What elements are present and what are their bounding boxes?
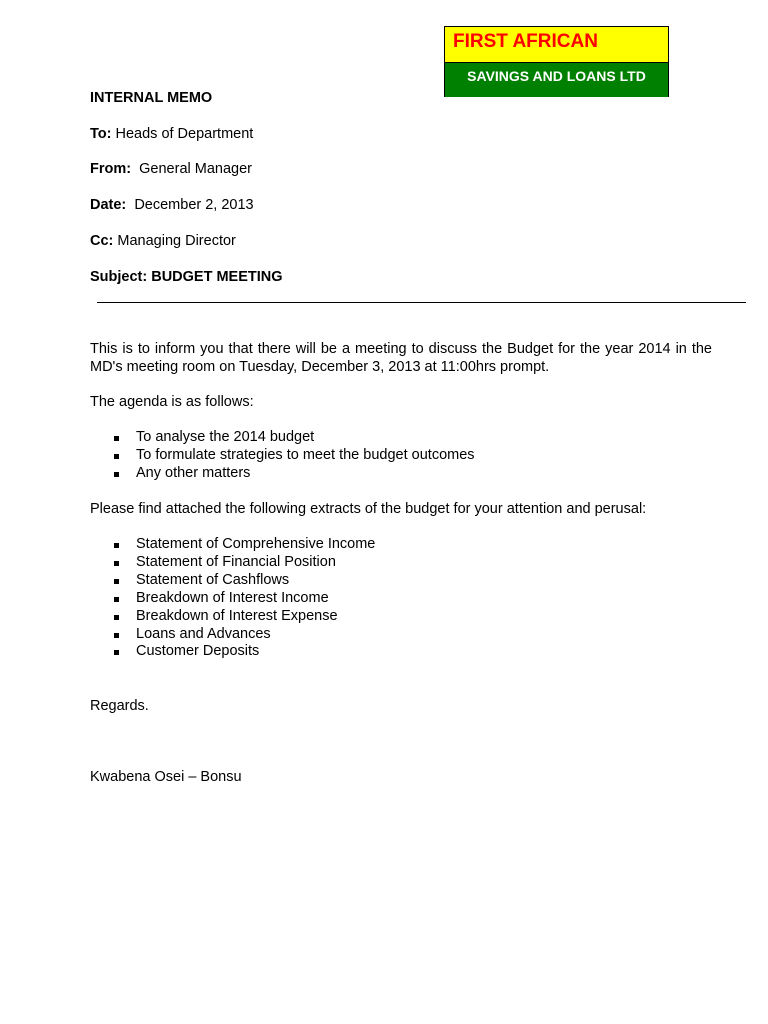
attachments-list <box>112 536 375 661</box>
list-item: Statement of Cashflows <box>112 572 375 590</box>
list-item: Any other matters <box>112 465 475 483</box>
date-label: Date: <box>90 197 127 213</box>
bullet-icon <box>114 615 119 620</box>
list-item: Statement of Financial Position <box>112 554 375 572</box>
intro-paragraph: This is to inform you that there will be a meeting to discuss the Budget for the year 2014 in the MD's meeting room on Tuesday, December 3, 2013 at 11:00hrs prompt. <box>90 341 712 375</box>
subject-line <box>90 268 283 286</box>
cc-value: Managing Director <box>113 233 236 249</box>
list-item: To analyse the 2014 budget <box>112 429 475 447</box>
list-item: Customer Deposits <box>112 643 375 661</box>
cc-label: Cc: <box>90 233 114 249</box>
bullet-icon <box>114 561 119 566</box>
logo-company-name: FIRST AFRICAN <box>445 27 668 63</box>
from-label: From: <box>90 161 132 177</box>
bullet-icon <box>114 650 119 655</box>
agenda-intro: The agenda is as follows: <box>90 394 254 410</box>
to-value: Heads of Department <box>111 126 254 142</box>
logo-company-subtitle: SAVINGS AND LOANS LTD <box>445 63 668 97</box>
list-item: Loans and Advances <box>112 626 375 644</box>
bullet-icon <box>114 472 119 477</box>
attachments-intro: Please find attached the following extracts of the budget for your attention and perusal: <box>90 501 647 517</box>
agenda-list <box>112 429 475 483</box>
bullet-icon <box>114 454 119 459</box>
regards: Regards. <box>90 698 149 714</box>
memo-heading: INTERNAL MEMO <box>90 90 213 106</box>
list-item: Breakdown of Interest Income <box>112 590 375 608</box>
to-label: To: <box>90 126 112 142</box>
list-item: To formulate strategies to meet the budget outcomes <box>112 447 475 465</box>
date-value: December 2, 2013 <box>126 197 254 213</box>
bullet-icon <box>114 633 119 638</box>
bullet-icon <box>114 597 119 602</box>
company-logo <box>444 26 669 97</box>
subject-value: BUDGET MEETING <box>147 269 283 285</box>
subject-label: Subject: <box>90 269 148 285</box>
date-line <box>90 196 254 214</box>
bullet-icon <box>114 436 119 441</box>
signature-name: Kwabena Osei – Bonsu <box>90 769 242 785</box>
from-line <box>90 160 252 178</box>
to-line <box>90 125 253 143</box>
from-value: General Manager <box>131 161 252 177</box>
cc-line <box>90 232 236 250</box>
list-item: Statement of Comprehensive Income <box>112 536 375 554</box>
bullet-icon <box>114 543 119 548</box>
header-divider <box>97 302 746 303</box>
list-item: Breakdown of Interest Expense <box>112 608 375 626</box>
bullet-icon <box>114 579 119 584</box>
